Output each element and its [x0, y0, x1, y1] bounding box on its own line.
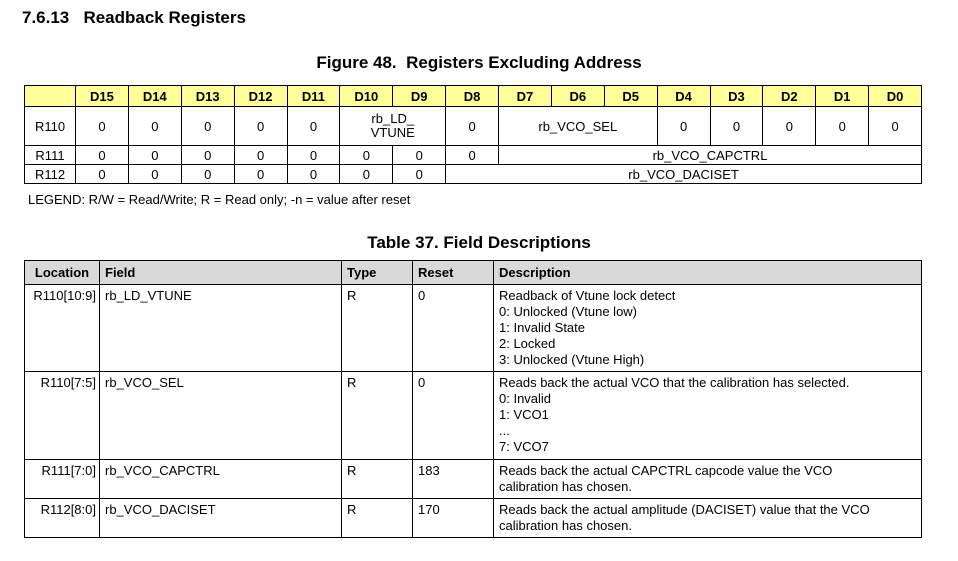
description-line: ... [499, 423, 510, 438]
header-corner-cell [25, 86, 76, 107]
description-line: 1: VCO1 [499, 407, 549, 422]
field-cell-rb-vco-sel: rb_VCO_SEL [499, 107, 658, 146]
field-cell: rb_VCO_DACISET [100, 499, 342, 538]
bit-cell: 0 [393, 165, 446, 184]
bit-header: D9 [393, 86, 446, 107]
bit-cell: 0 [234, 107, 287, 146]
bit-header: D14 [128, 86, 181, 107]
column-header-location: Location [25, 261, 100, 285]
field-cell-rb-ld-vtune [340, 107, 446, 146]
type-cell: R [342, 285, 413, 372]
description-line: Reads back the actual CAPCTRL capcode value the VCO [499, 463, 833, 478]
bit-cell: 0 [76, 165, 129, 184]
reset-cell: 0 [413, 285, 494, 372]
bit-cell: 0 [181, 146, 234, 165]
bit-cell: 0 [446, 146, 499, 165]
legend-text: LEGEND: R/W = Read/Write; R = Read only; -n = value after reset [28, 192, 411, 207]
type-cell: R [342, 460, 413, 499]
field-cell-rb-vco-capctrl: rb_VCO_CAPCTRL [499, 146, 922, 165]
bit-cell: 0 [393, 146, 446, 165]
field-descriptions-table [24, 260, 922, 538]
register-row-r110 [25, 107, 922, 146]
bit-cell: 0 [763, 107, 816, 146]
column-header-type: Type [342, 261, 413, 285]
bit-cell: 0 [76, 146, 129, 165]
table-row [25, 285, 922, 372]
bit-header: D12 [234, 86, 287, 107]
field-cell: rb_VCO_CAPCTRL [100, 460, 342, 499]
bit-cell: 0 [710, 107, 763, 146]
table-title: Table 37. Field Descriptions [367, 233, 591, 252]
description-line: calibration has chosen. [499, 479, 632, 494]
description-line: Readback of Vtune lock detect [499, 288, 676, 303]
description-line: 0: Unlocked (Vtune low) [499, 304, 638, 319]
bit-cell: 0 [128, 146, 181, 165]
type-cell: R [342, 372, 413, 460]
bit-header: D2 [763, 86, 816, 107]
description-line: 1: Invalid State [499, 320, 585, 335]
description-line: 7: VCO7 [499, 439, 549, 454]
description-line: 0: Invalid [499, 391, 552, 406]
bit-cell: 0 [76, 107, 129, 146]
description-cell [494, 372, 922, 460]
field-cell: rb_LD_VTUNE [100, 285, 342, 372]
bit-cell: 0 [287, 107, 340, 146]
reset-cell: 183 [413, 460, 494, 499]
bit-header: D7 [499, 86, 552, 107]
bit-header: D13 [181, 86, 234, 107]
bit-cell: 0 [869, 107, 922, 146]
register-label: R112 [25, 165, 76, 184]
description-cell [494, 285, 922, 372]
field-cell-rb-vco-daciset: rb_VCO_DACISET [446, 165, 922, 184]
bit-cell: 0 [340, 165, 393, 184]
description-line: 3: Unlocked (Vtune High) [499, 352, 645, 367]
location-cell: R110[10:9] [25, 285, 100, 372]
section-heading [22, 8, 246, 28]
bit-header: D4 [657, 86, 710, 107]
bit-cell: 0 [128, 107, 181, 146]
location-cell: R112[8:0] [25, 499, 100, 538]
register-map-table [24, 85, 922, 184]
section-number: 7.6.13 [22, 8, 70, 27]
bit-header: D6 [551, 86, 604, 107]
column-header-field: Field [100, 261, 342, 285]
location-cell: R111[7:0] [25, 460, 100, 499]
register-label: R111 [25, 146, 76, 165]
type-cell: R [342, 499, 413, 538]
description-line: calibration has chosen. [499, 518, 632, 533]
column-header-description: Description [494, 261, 922, 285]
bit-header: D10 [340, 86, 393, 107]
description-line: Reads back the actual amplitude (DACISET) value that the VCO [499, 502, 870, 517]
table-row [25, 372, 922, 460]
reset-cell: 0 [413, 372, 494, 460]
table-header-row [25, 261, 922, 285]
bit-cell: 0 [287, 165, 340, 184]
bit-header: D15 [76, 86, 129, 107]
bit-header: D11 [287, 86, 340, 107]
bit-header: D5 [604, 86, 657, 107]
bit-cell: 0 [234, 165, 287, 184]
table-row [25, 499, 922, 538]
bit-cell: 0 [181, 107, 234, 146]
description-cell [494, 460, 922, 499]
register-label: R110 [25, 107, 76, 146]
register-header-row [25, 86, 922, 107]
description-cell [494, 499, 922, 538]
bit-cell: 0 [181, 165, 234, 184]
bit-cell: 0 [128, 165, 181, 184]
bit-header: D0 [869, 86, 922, 107]
register-row-r111 [25, 146, 922, 165]
bit-cell: 0 [234, 146, 287, 165]
description-line: 2: Locked [499, 336, 556, 351]
bit-cell: 0 [446, 107, 499, 146]
column-header-reset: Reset [413, 261, 494, 285]
figure-title: Figure 48. Registers Excluding Address [316, 53, 642, 72]
field-name: rb_LD_ VTUNE [370, 111, 415, 140]
register-row-r112 [25, 165, 922, 184]
bit-cell: 0 [287, 146, 340, 165]
bit-cell: 0 [340, 146, 393, 165]
bit-header: D3 [710, 86, 763, 107]
description-line: Reads back the actual VCO that the calibration has selected. [499, 375, 850, 390]
bit-cell: 0 [816, 107, 869, 146]
bit-cell: 0 [657, 107, 710, 146]
reset-cell: 170 [413, 499, 494, 538]
bit-header: D8 [446, 86, 499, 107]
section-title: Readback Registers [83, 8, 246, 27]
table-row [25, 460, 922, 499]
field-cell: rb_VCO_SEL [100, 372, 342, 460]
location-cell: R110[7:5] [25, 372, 100, 460]
bit-header: D1 [816, 86, 869, 107]
